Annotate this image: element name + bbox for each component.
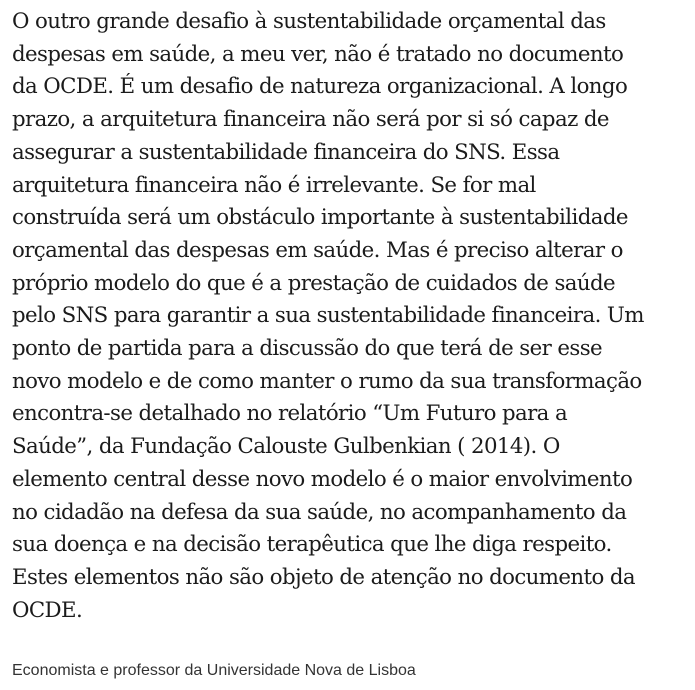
- article-body: [12, 0, 692, 627]
- article-paragraph: O outro grande desafio à sustentabilidade orçamental das despesas em saúde, a meu ver, não é tratado no documento da OCDE. É um desafio de natureza organizacional. A longo prazo, a arquitetura financeira não será por si só capaz de assegurar a sustentabilidade financeira do SNS. Essa arquitetura financeira não é irrelevante. Se for mal construída será um obstáculo importante à sustentabilidade orçamental das despesas em saúde. Mas é preciso alterar o próprio modelo do que é a prestação de cuidados de saúde pelo SNS para garantir a sua sustentabilidade financeira. Um ponto de partida para a discussão do que terá de ser esse novo modelo e de como manter o rumo da sua transformação encontra-se detalhado no relatório “Um Futuro para a Saúde”, da Fundação Calouste Gulbenkian ( 2014). O elemento central desse novo modelo é o maior envolvimento no cidadão na defesa da sua saúde, no acompanhamento da sua doença e na decisão terapêutica que lhe diga respeito. Estes elementos não são objeto de atenção no documento da OCDE.: [12, 9, 644, 623]
- author-byline: Economista e professor da Universidade Nova de Lisboa: [12, 662, 416, 679]
